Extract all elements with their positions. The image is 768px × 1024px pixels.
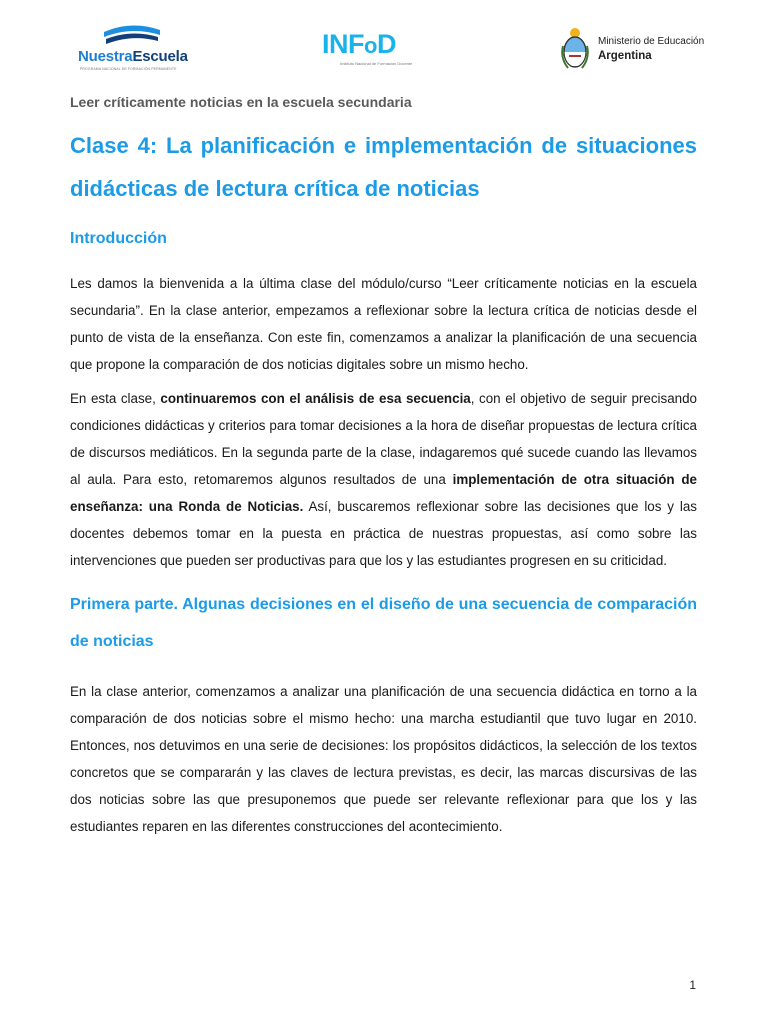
- intro-p2-bold-2: implementación de otra situación de enseñanza: una Ronda de Noticias.: [70, 472, 698, 514]
- nuestra-escuela-wordmark: [78, 48, 188, 65]
- class-title: Clase 4: La planificación e implementación de situaciones didácticas de lectura crítica de noticias: [70, 133, 697, 201]
- part1-heading: Primera parte. Algunas decisiones en el diseño de una secuencia de comparación de noticias: [70, 596, 697, 650]
- waves-icon: [102, 22, 162, 48]
- ministerio-line1: Ministerio de Educación: [598, 36, 705, 47]
- intro-paragraph-1: Les damos la bienvenida a la última clase del módulo/curso “Leer críticamente noticias en la escuela secundaria”. En la clase anterior, empezamos a reflexionar sobre la lectura crítica de noticias desde el punto de vista de la enseñanza. Con este fin, comenzamos a analizar la planificación de una secuencia que propone la comparación de dos noticias digitales sobre un mismo hecho.: [70, 276, 697, 372]
- coat-of-arms-icon: [560, 26, 590, 70]
- nuestra-escuela-logo: [72, 22, 202, 72]
- intro-p2-text-3: Así, buscaremos reflexionar sobre las decisiones que los y las docentes debemos tomar en la puesta en práctica de nuestras propuestas, así como sobre las intervenciones que pueden ser productivas para que los y las estudiantes progresen en su criticidad.: [70, 499, 697, 568]
- intro-heading: Introducción: [70, 230, 167, 247]
- intro-p2-text-2: , con el objetivo de seguir precisando condiciones didácticas y criterios para tomar decisiones a la hora de diseñar propuestas de lectura crítica de discursos mediáticos. En la segunda parte de la clase, indagaremos qué sucede cuando las llevamos al aula. Para esto, retomaremos algunos resultados de una: [70, 391, 697, 487]
- intro-p2-text-1: En esta clase,: [70, 391, 161, 406]
- brand-escuela: Escuela: [132, 48, 188, 65]
- page-header: [0, 0, 768, 80]
- infod-logo: [322, 28, 432, 72]
- infod-part-b: D: [376, 29, 396, 59]
- intro-p2-bold-1: continuaremos con el análisis de esa secuencia: [160, 391, 471, 406]
- brand-nuestra: Nuestra: [78, 48, 133, 65]
- ministerio-logo: [560, 26, 710, 72]
- infod-subtitle: Instituto Nacional de Formación Docente: [340, 61, 413, 66]
- page-number: 1: [689, 978, 696, 992]
- intro-paragraph-2: [70, 385, 697, 574]
- document-body: [70, 84, 697, 840]
- infod-part-o: o: [364, 33, 377, 58]
- part1-paragraph-1: En la clase anterior, comenzamos a analizar una planificación de una secuencia didáctica en torno a la comparación de dos noticias sobre el mismo hecho: una marcha estudiantil que tuvo lugar en 2010. Entonces, nos detuvimos en una serie de decisiones: los propósitos didácticos, la selección de los textos concretos que se compararán y las claves de lectura previstas, es decir, las marcas discursivas de las dos noticias sobre las que presuponemos que puede ser relevante reflexionar para que los y las estudiantes reparen en las diferentes construcciones del acontecimiento.: [70, 684, 697, 834]
- nuestra-escuela-subtitle: PROGRAMA NACIONAL DE FORMACIÓN PERMANENTE: [80, 67, 177, 71]
- infod-part-a: INF: [322, 29, 364, 59]
- ministerio-line2: Argentina: [598, 50, 652, 62]
- course-title: Leer críticamente noticias en la escuela secundaria: [70, 94, 412, 110]
- infod-wordmark: [322, 28, 396, 62]
